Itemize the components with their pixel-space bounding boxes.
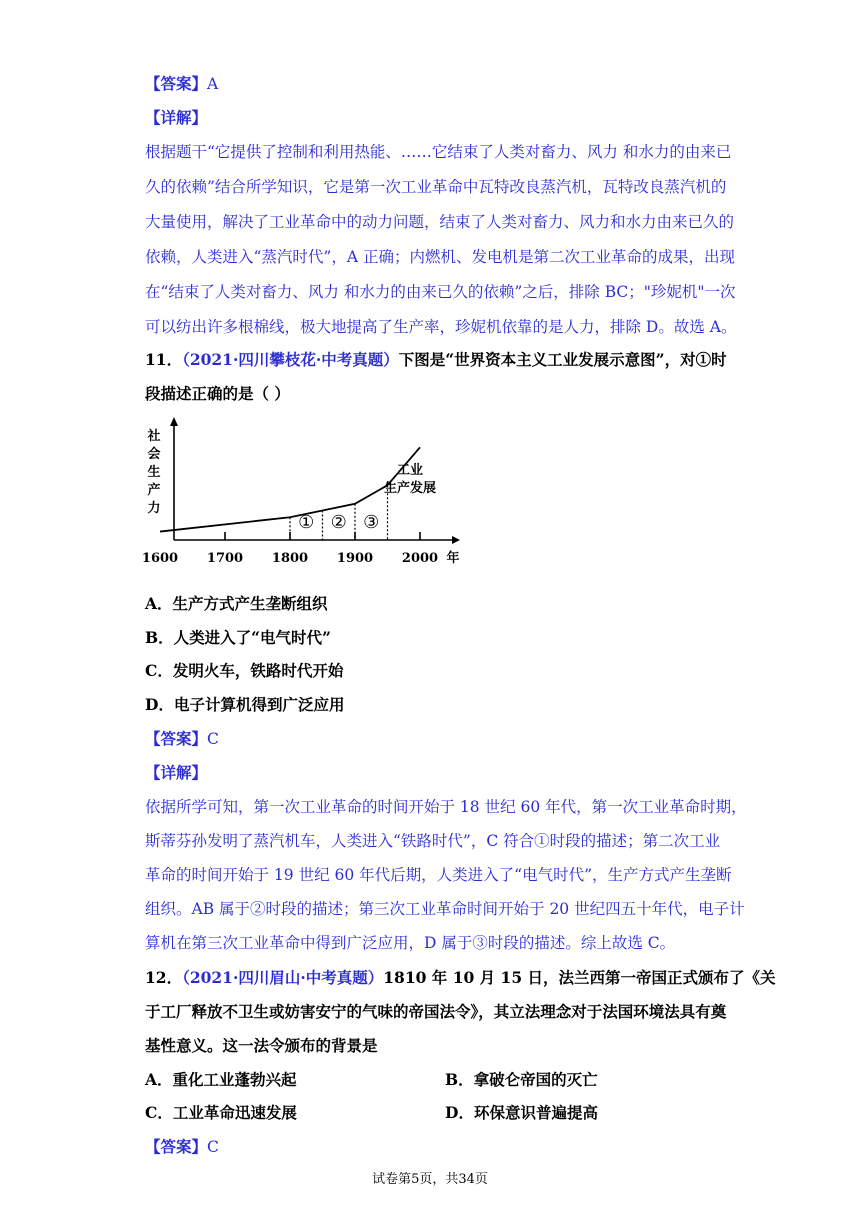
q10-detail-line: 可以纺出许多根棉线，极大地提高了生产率，珍妮机依靠的是人力，排除 D。故选 A。 xyxy=(145,318,737,336)
q11-detail-line: 依据所学可知，第一次工业革命的时间开始于 18 世纪 60 年代，第一次工业革命时期， xyxy=(145,798,747,816)
period-label: ③ xyxy=(363,512,380,533)
q11-detail-tag: 【详解】 xyxy=(145,763,208,782)
q10-detail-line: 大量使用，解决了工业革命中的动力问题，结束了人类对畜力、风力和水力由来已久的 xyxy=(145,213,735,231)
q12-answer: 【答案】C xyxy=(145,1137,219,1156)
y-axis-label-char: 会 xyxy=(147,447,161,462)
period-label: ① xyxy=(298,512,315,533)
q12-stem-2: 于工厂释放不卫生或妨害安宁的气味的帝国法令》，其立法理念对于法国环境法具有奠 xyxy=(145,1002,727,1021)
q12-stem: 12．（2021·四川眉山·中考真题）1810 年 10 月 15 日，法兰西第一帝国正式颁布了《关 xyxy=(145,968,776,987)
q11-option-a: A．生产方式产生垄断组织 xyxy=(145,594,328,613)
y-axis-label-char: 力 xyxy=(147,501,161,516)
y-axis-label-char: 产 xyxy=(147,483,161,498)
q10-detail-line: 在“结束了人类对畜力、风力 和水力的由来已久的依赖”之后，排除 BC；"珍妮机"一次 xyxy=(145,283,736,301)
industry-development-chart xyxy=(140,412,480,574)
period-label: ② xyxy=(330,512,347,533)
y-axis-label-char: 社 xyxy=(147,429,161,444)
q11-option-c: C．发明火车，铁路时代开始 xyxy=(145,661,344,680)
q11-stem-2: 段描述正确的是（ ） xyxy=(145,384,290,403)
x-tick-label: 1700 xyxy=(206,551,244,566)
q12-option-c: C．工业革命迅速发展 xyxy=(145,1103,297,1122)
q11-option-b: B．人类进入了“电气时代” xyxy=(145,628,331,647)
q11-detail-line: 组织。AB 属于②时段的描述；第三次工业革命时间开始于 20 世纪四五十年代，电子计 xyxy=(145,900,745,918)
series-label: 工业 xyxy=(396,463,424,478)
q12-option-d: D．环保意识普遍提高 xyxy=(445,1103,598,1122)
y-axis-arrow xyxy=(170,417,178,426)
page-footer: 试卷第5页，共34页 xyxy=(372,1172,488,1187)
x-tick-label: 1600 xyxy=(141,551,179,566)
q11-detail-line: 算机在第三次工业革命中得到广泛应用，D 属于③时段的描述。综上故选 C。 xyxy=(145,934,676,952)
q11-answer: 【答案】C xyxy=(145,729,219,748)
q12-option-b: B．拿破仑帝国的灭亡 xyxy=(445,1070,598,1089)
x-axis-label: 年 xyxy=(446,551,460,566)
x-tick-label: 2000 xyxy=(401,551,439,566)
q10-answer: 【答案】A xyxy=(145,74,219,93)
x-tick-label: 1900 xyxy=(336,551,374,566)
q12-option-a: A．重化工业蓬勃兴起 xyxy=(145,1070,297,1089)
q11-option-d: D．电子计算机得到广泛应用 xyxy=(145,695,345,714)
q10-detail-line: 依赖，人类进入“蒸汽时代”，A 正确；内燃机、发电机是第二次工业革命的成果，出现 xyxy=(145,248,735,266)
x-tick-label: 1800 xyxy=(271,551,309,566)
q10-detail-line: 根据题干“它提供了控制和利用热能、……它结束了人类对畜力、风力 和水力的由来已 xyxy=(145,143,732,161)
q10-detail-line: 久的依赖”结合所学知识，它是第一次工业革命中瓦特改良蒸汽机，瓦特改良蒸汽机的 xyxy=(145,178,727,196)
q11-detail-line: 革命的时间开始于 19 世纪 60 年代后期，人类进入了“电气时代”，生产方式产生垄断 xyxy=(145,866,732,884)
series-label: 生产发展 xyxy=(383,481,437,496)
q12-stem-3: 基性意义。这一法令颁布的背景是 xyxy=(145,1036,378,1055)
x-axis-arrow xyxy=(452,536,460,544)
q11-detail-line: 斯蒂芬孙发明了蒸汽机车，人类进入“铁路时代”，C 符合①时段的描述；第二次工业 xyxy=(145,832,721,850)
q11-stem: 11．（2021·四川攀枝花·中考真题）下图是“世界资本主义工业发展示意图”，对①时 xyxy=(145,350,727,369)
q10-detail-tag: 【详解】 xyxy=(145,108,208,127)
y-axis-label-char: 生 xyxy=(147,465,161,480)
